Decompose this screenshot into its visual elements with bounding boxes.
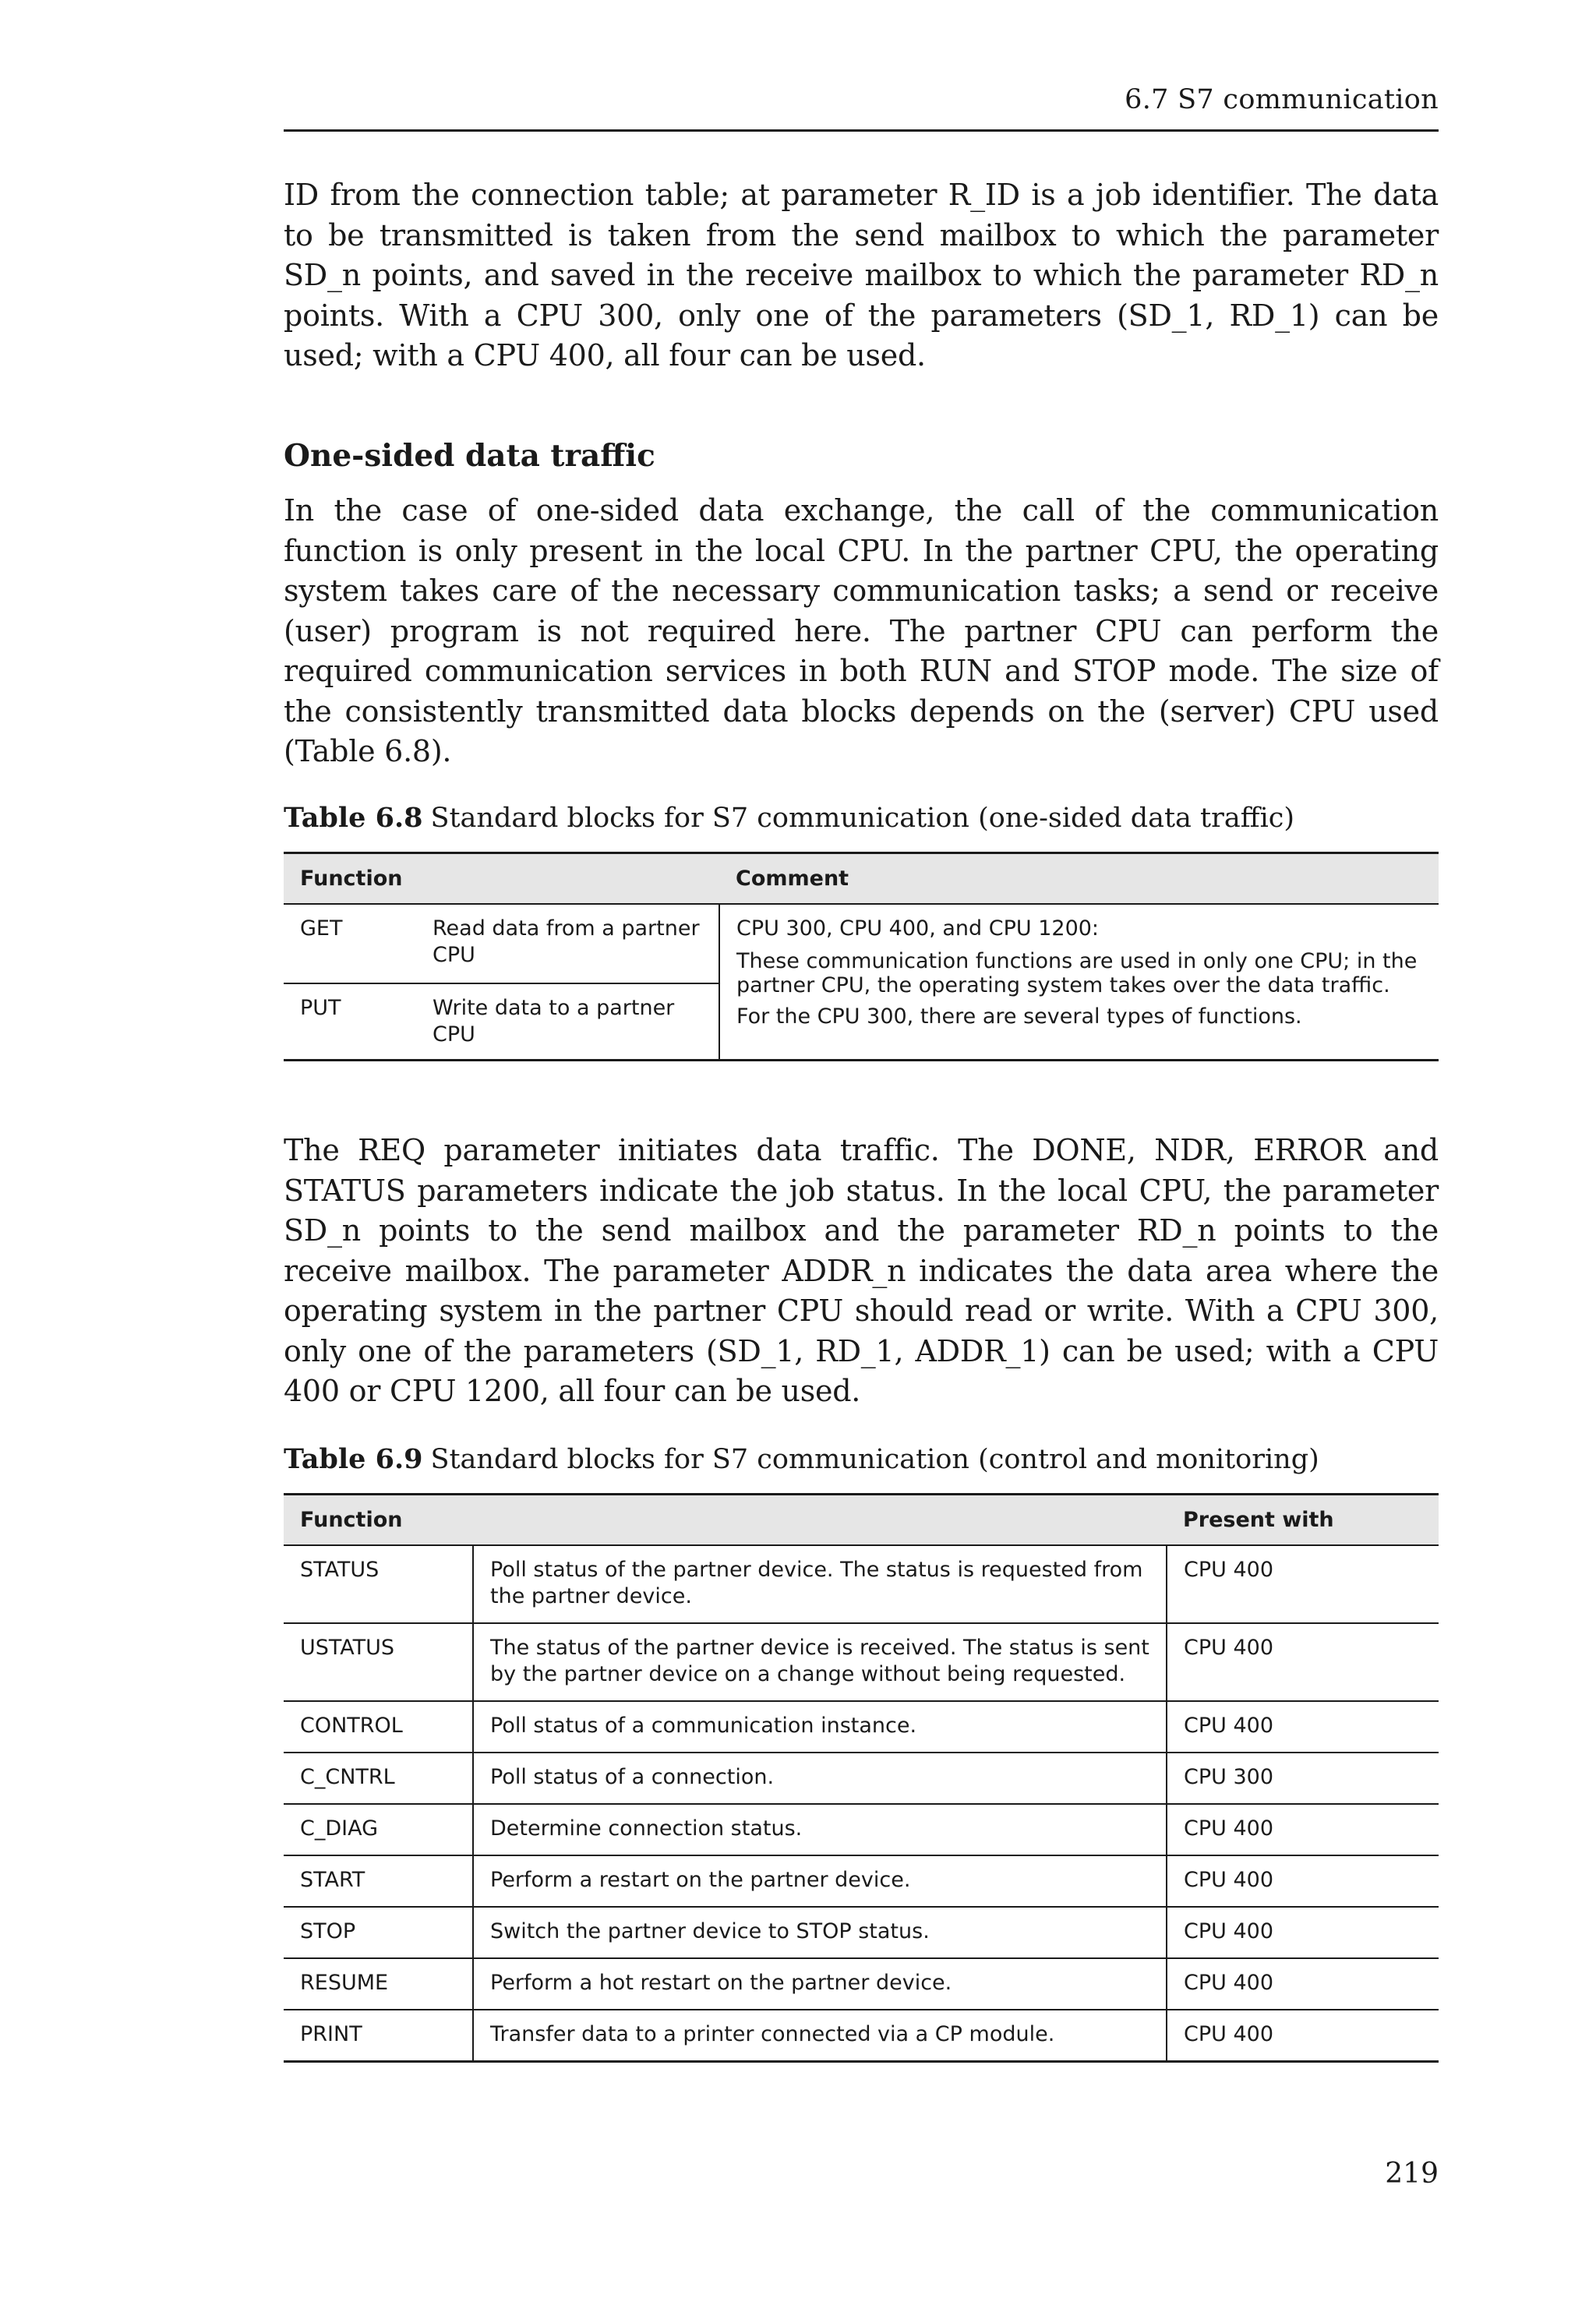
description-cell: Poll status of a communication instance. <box>473 1701 1167 1753</box>
table-6-9-caption-text: Standard blocks for S7 communication (control and monitoring) <box>430 1444 1319 1475</box>
table-row <box>284 2010 1439 2062</box>
function-cell: C_CNTRL <box>284 1753 473 1804</box>
table-row <box>284 1753 1439 1804</box>
comment-line: CPU 300, CPU 400, and CPU 1200: <box>736 916 1100 941</box>
comment-header: Comment <box>719 853 1439 905</box>
table-6-8 <box>284 852 1439 1061</box>
description-cell: Poll status of a connection. <box>473 1753 1167 1804</box>
function-cell: START <box>284 1855 473 1907</box>
table-row <box>284 1545 1439 1623</box>
page-number: 219 <box>1385 2158 1439 2190</box>
table-6-8-caption <box>284 802 1439 834</box>
present-with-cell: CPU 400 <box>1167 2010 1439 2062</box>
comment-cell <box>719 904 1439 1061</box>
comment-line: These communication functions are used in only one CPU; in the partner CPU, the operating system takes over the data traffic. <box>736 949 1418 997</box>
function-cell: C_DIAG <box>284 1804 473 1855</box>
present-with-cell: CPU 400 <box>1167 1804 1439 1855</box>
function-cell: CONTROL <box>284 1701 473 1753</box>
present-with-cell: CPU 400 <box>1167 1907 1439 1958</box>
description-cell: Write data to a partner CPU <box>416 983 719 1061</box>
present-with-cell: CPU 400 <box>1167 1855 1439 1907</box>
function-cell: STATUS <box>284 1545 473 1623</box>
description-cell: Transfer data to a printer connected via a CP module. <box>473 2010 1167 2062</box>
table-6-9-label: Table 6.9 <box>284 1443 423 1475</box>
table-header-row <box>284 1495 1439 1546</box>
table-row <box>284 1623 1439 1701</box>
table-row <box>284 1958 1439 2010</box>
table-row <box>284 1907 1439 1958</box>
description-cell: Switch the partner device to STOP status. <box>473 1907 1167 1958</box>
function-header: Function <box>284 1495 1167 1546</box>
description-cell: Perform a hot restart on the partner device. <box>473 1958 1167 2010</box>
description-cell: Poll status of the partner device. The status is requested from the partner device. <box>473 1545 1167 1623</box>
table-6-8-label: Table 6.8 <box>284 802 423 834</box>
function-cell: PRINT <box>284 2010 473 2062</box>
after-table-paragraph: The REQ parameter initiates data traffic. The DONE, NDR, ERROR and STATUS parameters indicate the job status. In the local CPU, the parameter SD_n points to the send mailbox and the parameter RD_n points to the receive mailbox. The parameter ADDR_n indicates the data area where the operating system in the partner CPU should read or write. With a CPU 300, only one of the parameters (SD_1, RD_1, ADDR_1) can be used; with a CPU 400 or CPU 1200, all four can be used. <box>284 1133 1439 1408</box>
running-head: 6.7 S7 communication <box>1125 84 1439 115</box>
section-heading: One-sided data traffic <box>284 438 655 474</box>
table-row <box>284 1701 1439 1753</box>
table-row <box>284 1855 1439 1907</box>
present-with-cell: CPU 400 <box>1167 1958 1439 2010</box>
comment-line: For the CPU 300, there are several types of functions. <box>736 1004 1302 1029</box>
present-with-cell: CPU 300 <box>1167 1753 1439 1804</box>
present-with-header: Present with <box>1167 1495 1439 1546</box>
section-paragraph: In the case of one-sided data exchange, the call of the communication function is only present in the local CPU. In the partner CPU, the operating system takes care of the necessary communication tasks; a send or receive (user) program is not required here. The partner CPU can perform the required communication services in both RUN and STOP mode. The size of the consistently transmitted data blocks depends on the (server) CPU used (Table 6.8). <box>284 493 1439 768</box>
function-cell: PUT <box>284 983 416 1061</box>
table-6-9 <box>284 1493 1439 2063</box>
function-header: Function <box>284 853 719 905</box>
description-cell: Read data from a partner CPU <box>416 904 719 983</box>
function-cell: GET <box>284 904 416 983</box>
table-header-row <box>284 853 1439 905</box>
present-with-cell: CPU 400 <box>1167 1701 1439 1753</box>
present-with-cell: CPU 400 <box>1167 1545 1439 1623</box>
table-6-9-caption <box>284 1443 1439 1475</box>
function-cell: USTATUS <box>284 1623 473 1701</box>
table-6-8-caption-text: Standard blocks for S7 communication (one-sided data traffic) <box>430 803 1295 834</box>
header-rule <box>284 129 1439 132</box>
description-cell: The status of the partner device is received. The status is sent by the partner device on a change without being requested. <box>473 1623 1167 1701</box>
description-cell: Determine connection status. <box>473 1804 1167 1855</box>
function-cell: STOP <box>284 1907 473 1958</box>
present-with-cell: CPU 400 <box>1167 1623 1439 1701</box>
description-cell: Perform a restart on the partner device. <box>473 1855 1167 1907</box>
table-row <box>284 1804 1439 1855</box>
table-row <box>284 904 1439 983</box>
intro-paragraph: ID from the connection table; at parameter R_ID is a job identifier. The data to be transmitted is taken from the send mailbox to which the parameter SD_n points, and saved in the receive mailbox to which the parameter RD_n points. With a CPU 300, only one of the parameters (SD_1, RD_1) can be used; with a CPU 400, all four can be used. <box>284 178 1439 372</box>
function-cell: RESUME <box>284 1958 473 2010</box>
